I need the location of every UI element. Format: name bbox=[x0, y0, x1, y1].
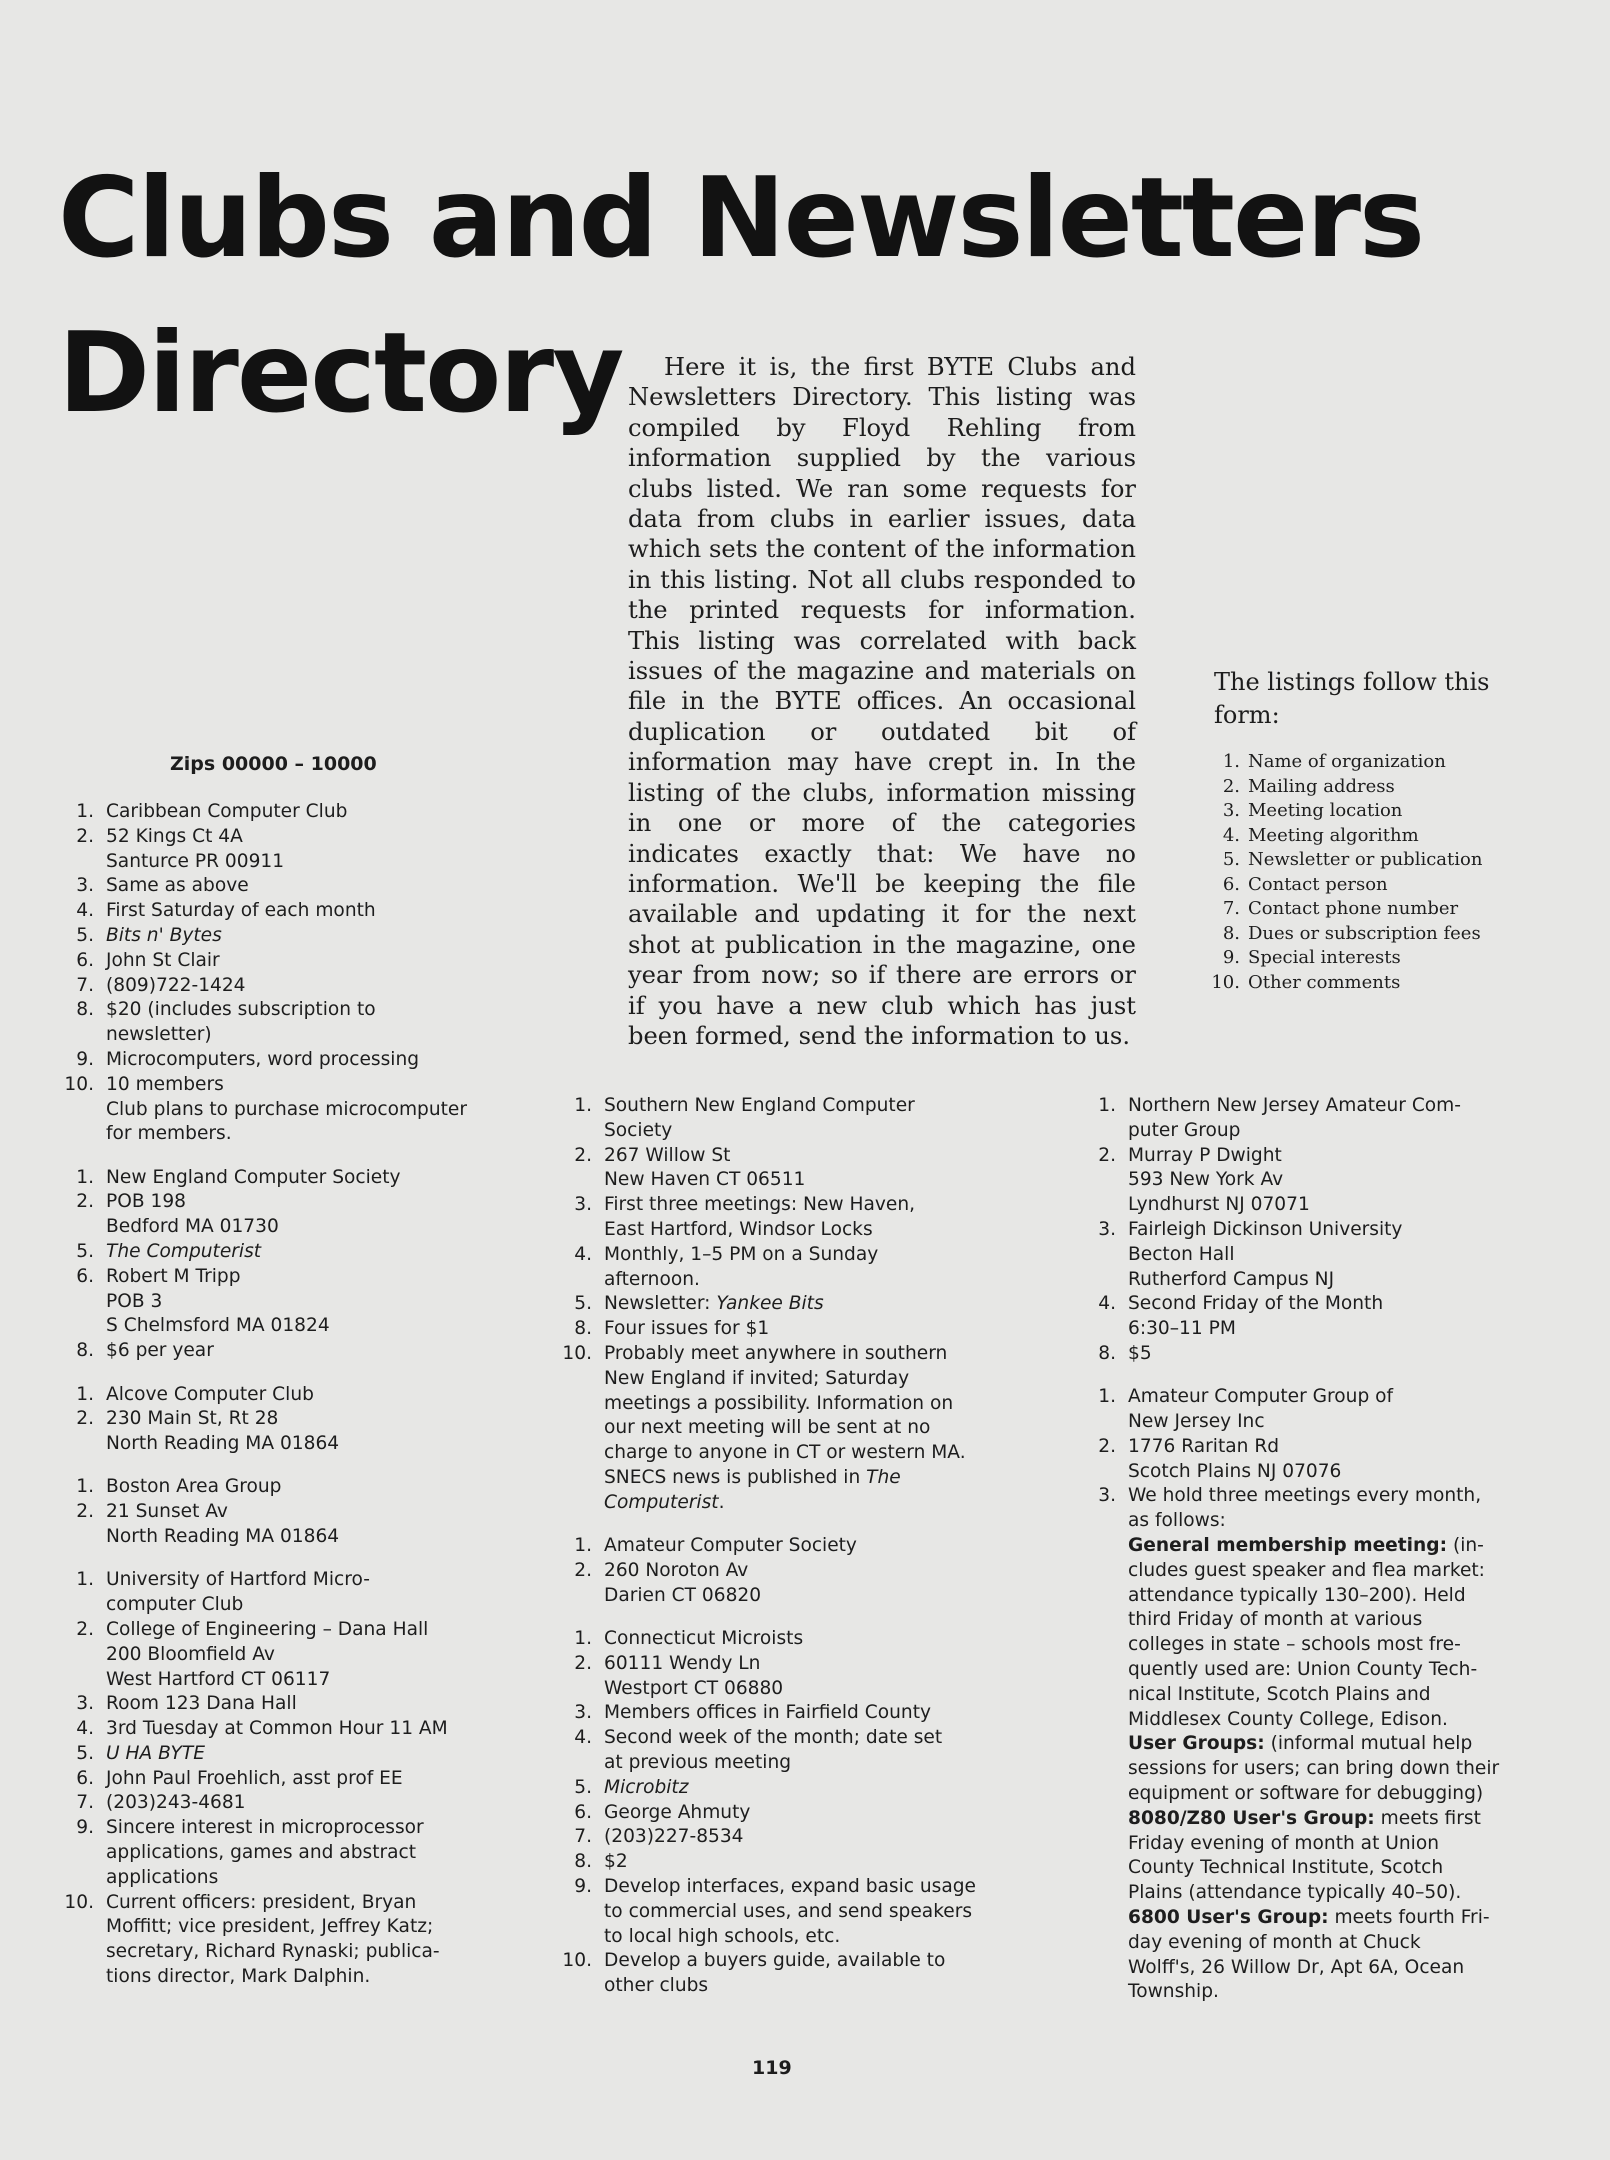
field-text: Caribbean Computer Club bbox=[106, 801, 348, 822]
club-field bbox=[40, 1742, 510, 1767]
field-number: 4. bbox=[574, 1727, 592, 1749]
field-text: Monthly, 1–5 PM on a Sunday afternoon. bbox=[604, 1243, 879, 1290]
form-item-label: Contact phone number bbox=[1248, 898, 1459, 919]
field-text: Northern New Jersey Amateur Com- puter Group bbox=[1128, 1095, 1462, 1141]
club-entry bbox=[1060, 1094, 1520, 1367]
form-item-number: 10. bbox=[1211, 971, 1240, 993]
field-text-part: Probably meet anywhere in southern New England if invited; Saturday meetings a possibility. Information on our next meeting will be sent at no charge to anyone in CT or western MA. SNECS news is published in bbox=[604, 1342, 966, 1488]
field-text: Amateur Computer Society bbox=[604, 1535, 857, 1557]
club-field bbox=[40, 1240, 510, 1265]
club-field bbox=[40, 998, 510, 1048]
club-field bbox=[538, 1317, 1018, 1342]
club-field bbox=[40, 1816, 510, 1890]
field-text: $5 bbox=[1128, 1342, 1152, 1364]
club-field bbox=[538, 1534, 1018, 1559]
form-item bbox=[1190, 971, 1520, 996]
field-number: 2. bbox=[76, 1618, 94, 1640]
club-entry bbox=[538, 1627, 1018, 1999]
field-text bbox=[604, 1292, 1018, 1317]
field-number: 8. bbox=[1098, 1342, 1116, 1364]
club-field bbox=[1060, 1292, 1520, 1342]
form-item-number: 7. bbox=[1222, 898, 1240, 919]
field-text: Second week of the month; date set at previous meeting bbox=[604, 1727, 943, 1773]
club-field bbox=[40, 1618, 510, 1692]
field-number: 3. bbox=[1098, 1485, 1116, 1507]
field-text: Bits n' Bytes bbox=[106, 924, 222, 946]
club-entry bbox=[40, 1383, 510, 1457]
form-item-label: Newsletter or publication bbox=[1248, 849, 1483, 870]
form-item-number: 6. bbox=[1222, 873, 1240, 895]
field-number: 10. bbox=[562, 1342, 592, 1364]
field-number: 8. bbox=[574, 1851, 592, 1873]
field-number: 1. bbox=[76, 1166, 94, 1188]
club-field bbox=[1060, 1484, 1520, 2005]
form-item bbox=[1190, 775, 1520, 800]
club-field bbox=[538, 1094, 1018, 1144]
club-field bbox=[538, 1875, 1018, 1949]
field-number: 8. bbox=[76, 1340, 94, 1362]
field-number: 10. bbox=[64, 1073, 94, 1095]
listing-column-3 bbox=[1060, 1094, 1520, 2024]
field-number: 1. bbox=[76, 1569, 94, 1591]
field-text: 260 Noroton Av Darien CT 06820 bbox=[604, 1559, 762, 1606]
club-field bbox=[538, 1342, 1018, 1516]
field-text: Southern New England Computer Society bbox=[604, 1095, 915, 1141]
club-field bbox=[40, 949, 510, 974]
field-text: Fairleigh Dickinson University Becton Hall Rutherford Campus NJ bbox=[1128, 1218, 1403, 1290]
form-item bbox=[1190, 799, 1520, 824]
form-item-number: 9. bbox=[1222, 947, 1240, 968]
field-number: 3. bbox=[574, 1702, 592, 1724]
field-text-part: Newsletter: bbox=[604, 1293, 717, 1315]
field-number: 6. bbox=[76, 949, 94, 971]
club-field bbox=[538, 1701, 1018, 1726]
club-field bbox=[40, 1891, 510, 1990]
field-text-part: The Computerist bbox=[604, 1466, 901, 1513]
field-number: 1. bbox=[574, 1095, 592, 1116]
field-text: Second Friday of the Month 6:30–11 PM bbox=[1128, 1293, 1384, 1340]
field-number: 7. bbox=[76, 1792, 94, 1814]
field-text-part: 6800 User's Group: bbox=[1128, 1907, 1329, 1928]
field-number: 1. bbox=[1098, 1095, 1116, 1116]
field-number: 5. bbox=[76, 924, 94, 946]
field-number: 4. bbox=[1098, 1293, 1116, 1315]
club-field bbox=[40, 1692, 510, 1717]
club-field bbox=[40, 924, 510, 949]
field-text-part: User Groups: bbox=[1128, 1733, 1265, 1755]
field-text: College of Engineering – Dana Hall 200 Bloomfield Av West Hartford CT 06117 bbox=[106, 1618, 429, 1690]
field-number: 3. bbox=[1098, 1218, 1116, 1240]
field-text: Microcomputers, word processing bbox=[106, 1048, 420, 1070]
form-item bbox=[1190, 750, 1520, 775]
field-text: 1776 Raritan Rd Scotch Plains NJ 07076 bbox=[1128, 1435, 1342, 1482]
club-field bbox=[538, 1652, 1018, 1702]
listing-column-2 bbox=[538, 1094, 1018, 2017]
form-list bbox=[1190, 750, 1520, 995]
field-number: 10. bbox=[64, 1891, 94, 1913]
page-title-line-2: Directory bbox=[58, 309, 623, 438]
field-text-part: meets first Friday evening of month at Union County Technical Institute, Scotch Plains (attendance typically 40–50). bbox=[1128, 1807, 1481, 1904]
form-item-number: 3. bbox=[1222, 800, 1240, 821]
field-number: 1. bbox=[76, 1383, 94, 1405]
field-text-part: We hold three meetings every month, as follows: bbox=[1128, 1485, 1482, 1532]
field-text: 230 Main St, Rt 28 North Reading MA 01864 bbox=[106, 1408, 340, 1455]
form-item-label: Special interests bbox=[1248, 947, 1401, 968]
club-entry bbox=[538, 1094, 1018, 1516]
field-number: 2. bbox=[574, 1652, 592, 1674]
club-field bbox=[1060, 1342, 1520, 1367]
field-text: Murray P Dwight 593 New York Av Lyndhurst NJ 07071 bbox=[1128, 1144, 1310, 1216]
field-number: 10. bbox=[562, 1950, 592, 1972]
field-number: 1. bbox=[574, 1535, 592, 1557]
field-number: 4. bbox=[76, 1718, 94, 1740]
field-text: New England Computer Society bbox=[106, 1166, 401, 1188]
form-item-number: 2. bbox=[1222, 775, 1240, 797]
club-field bbox=[1060, 1218, 1520, 1292]
club-field bbox=[40, 1500, 510, 1550]
field-text-part: General membership meeting: bbox=[1128, 1535, 1448, 1557]
field-number: 3. bbox=[76, 1693, 94, 1715]
form-heading: The listings follow this form: bbox=[1214, 668, 1490, 729]
field-text: POB 198 Bedford MA 01730 bbox=[106, 1191, 279, 1238]
club-field bbox=[538, 1243, 1018, 1293]
listing-column-1 bbox=[40, 800, 510, 2008]
form-item-label: Contact person bbox=[1248, 873, 1388, 895]
field-text: (809)722-1424 bbox=[106, 974, 246, 996]
club-field bbox=[538, 1850, 1018, 1875]
field-number: 1. bbox=[574, 1627, 592, 1649]
field-text: 3rd Tuesday at Common Hour 11 AM bbox=[106, 1718, 448, 1740]
club-field bbox=[40, 1048, 510, 1073]
field-number: 7. bbox=[76, 974, 94, 996]
form-item bbox=[1190, 848, 1520, 873]
field-text: The Computerist bbox=[106, 1241, 262, 1263]
field-number: 9. bbox=[76, 1817, 94, 1839]
field-text-part: 8080/Z80 User's Group: bbox=[1128, 1807, 1375, 1829]
field-number: 2. bbox=[76, 1501, 94, 1523]
field-text: Sincere interest in microprocessor applications, games and abstract applications bbox=[106, 1817, 424, 1888]
field-text: (203)227-8534 bbox=[604, 1826, 744, 1848]
form-item-number: 8. bbox=[1222, 922, 1240, 944]
field-number: 4. bbox=[76, 900, 94, 922]
page-number: 119 bbox=[752, 2057, 792, 2079]
form-item-label: Mailing address bbox=[1248, 775, 1395, 797]
club-field bbox=[538, 1776, 1018, 1801]
field-text: Microbitz bbox=[604, 1776, 689, 1798]
form-item bbox=[1190, 922, 1520, 947]
page-title: Clubs and Newsletters bbox=[58, 154, 1424, 283]
field-text: John St Clair bbox=[106, 949, 220, 971]
field-text: George Ahmuty bbox=[604, 1801, 751, 1823]
club-field bbox=[40, 1475, 510, 1500]
field-number: 2. bbox=[574, 1144, 592, 1166]
club-field bbox=[1060, 1094, 1520, 1144]
field-text-part: (informal mutual help sessions for users; can bring down their equipment or software for debugging) bbox=[1128, 1733, 1500, 1805]
field-number: 3. bbox=[574, 1194, 592, 1216]
club-field bbox=[40, 825, 510, 875]
field-number: 1. bbox=[1098, 1386, 1116, 1408]
club-field bbox=[40, 1383, 510, 1408]
club-field bbox=[538, 1627, 1018, 1652]
club-entry bbox=[40, 1166, 510, 1364]
field-text: Develop interfaces, expand basic usage to commercial uses, and send speakers to local high schools, etc. bbox=[604, 1875, 976, 1947]
field-text: Room 123 Dana Hall bbox=[106, 1693, 297, 1715]
field-number: 7. bbox=[574, 1826, 592, 1848]
club-field bbox=[40, 1166, 510, 1191]
field-text bbox=[1128, 1484, 1520, 2005]
field-text: Robert M Tripp POB 3 S Chelmsford MA 01824 bbox=[106, 1265, 330, 1337]
field-number: 9. bbox=[76, 1048, 94, 1070]
field-text: First three meetings: New Haven, East Hartford, Windsor Locks bbox=[604, 1194, 916, 1240]
club-field bbox=[538, 1949, 1018, 1999]
club-field bbox=[538, 1144, 1018, 1194]
club-field bbox=[40, 974, 510, 999]
field-text: 21 Sunset Av North Reading MA 01864 bbox=[106, 1501, 340, 1548]
field-text: Alcove Computer Club bbox=[106, 1383, 314, 1405]
intro-paragraph: Here it is, the first BYTE Clubs and Newsletters Directory. This listing was compiled by Floyd Rehling from information supplied by the various clubs listed. We ran some requests for data from clubs in earlier issues, data which sets the content of the information in this listing. Not all clubs responded to the printed requests for information. This listing was correlated with back issues of the magazine and materials on file in the BYTE offices. An occasional duplication or outdated bit of information may have crept in. In the listing of the clubs, information missing in one or more of the categories indicates exactly that: We have no information. We'll be keeping the file available and updating it for the next shot at publication in the magazine, one year from now; so if there are errors or if you have a new club which has just been formed, send the information to us. bbox=[628, 353, 1136, 1050]
field-text: University of Hartford Micro- computer Club bbox=[106, 1569, 370, 1616]
zips-heading: Zips 00000 – 10000 bbox=[170, 753, 377, 775]
field-text: 10 members Club plans to purchase microcomputer for members. bbox=[106, 1073, 468, 1145]
field-text: Boston Area Group bbox=[106, 1476, 282, 1498]
field-number: 1. bbox=[76, 1476, 94, 1498]
club-field bbox=[40, 1265, 510, 1339]
club-field bbox=[40, 1717, 510, 1742]
field-text: 52 Kings Ct 4A Santurce PR 00911 bbox=[106, 825, 285, 872]
field-number: 6. bbox=[76, 1265, 94, 1287]
form-item bbox=[1190, 946, 1520, 971]
field-text: First Saturday of each month bbox=[106, 900, 376, 922]
field-number: 2. bbox=[76, 825, 94, 847]
field-text: $6 per year bbox=[106, 1340, 214, 1362]
field-number: 8. bbox=[76, 999, 94, 1021]
field-text: $20 (includes subscription to newsletter) bbox=[106, 999, 376, 1046]
club-field bbox=[40, 899, 510, 924]
field-text: U HA BYTE bbox=[106, 1742, 206, 1764]
field-text: John Paul Froehlich, asst prof EE bbox=[106, 1767, 403, 1789]
club-field bbox=[538, 1193, 1018, 1243]
field-text: 267 Willow St New Haven CT 06511 bbox=[604, 1144, 806, 1191]
field-text: Amateur Computer Group of New Jersey Inc bbox=[1128, 1386, 1394, 1433]
form-item-label: Other comments bbox=[1248, 971, 1401, 993]
field-text: Develop a buyers guide, available to other clubs bbox=[604, 1950, 946, 1997]
club-field bbox=[1060, 1435, 1520, 1485]
club-field bbox=[40, 874, 510, 899]
form-item-number: 5. bbox=[1222, 849, 1240, 870]
club-field bbox=[538, 1726, 1018, 1776]
form-item-number: 4. bbox=[1222, 824, 1240, 846]
field-number: 2. bbox=[1098, 1144, 1116, 1166]
field-text-part: (in- cludes guest speaker and flea market: attendance typically 130–200). Held third Friday of month at various colleges in state – schools most fre- quently used are: Union County Tech- nical Institute, Scotch Plains and Middlesex County College, Edison. bbox=[1128, 1535, 1485, 1730]
club-field bbox=[40, 1190, 510, 1240]
field-text: Connecticut Microists bbox=[604, 1627, 804, 1649]
form-item-label: Name of organization bbox=[1248, 751, 1446, 772]
field-text-part: Yankee Bits bbox=[716, 1293, 824, 1315]
club-field bbox=[538, 1801, 1018, 1826]
field-number: 1. bbox=[76, 801, 94, 822]
club-entry bbox=[40, 800, 510, 1147]
field-text-part: . bbox=[718, 1491, 725, 1513]
club-field bbox=[40, 1791, 510, 1816]
field-text: Current officers: president, Bryan Moffitt; vice president, Jeffrey Katz; secretary, Richard Rynaski; publica- tions director, Mark Dalphin. bbox=[106, 1891, 440, 1988]
field-number: 2. bbox=[76, 1408, 94, 1430]
field-text: $2 bbox=[604, 1851, 628, 1873]
field-number: 2. bbox=[1098, 1435, 1116, 1457]
club-field bbox=[40, 1407, 510, 1457]
field-text: Four issues for $1 bbox=[604, 1318, 770, 1340]
field-text-part: meets fourth Fri- day evening of month at Chuck Wolff's, 26 Willow Dr, Apt 6A, Ocean Township. bbox=[1128, 1907, 1490, 2003]
field-text: Members offices in Fairfield County bbox=[604, 1702, 931, 1724]
club-field bbox=[40, 1767, 510, 1792]
form-item-number: 1. bbox=[1222, 751, 1240, 772]
form-item-label: Meeting location bbox=[1248, 800, 1403, 821]
form-item bbox=[1190, 873, 1520, 898]
form-item-label: Dues or subscription fees bbox=[1248, 922, 1481, 944]
field-text bbox=[604, 1342, 1018, 1516]
field-number: 5. bbox=[574, 1293, 592, 1315]
field-number: 5. bbox=[76, 1742, 94, 1764]
field-number: 2. bbox=[76, 1191, 94, 1213]
club-entry bbox=[1060, 1385, 1520, 2005]
field-number: 6. bbox=[574, 1801, 592, 1823]
field-number: 5. bbox=[76, 1241, 94, 1263]
field-text: (203)243-4681 bbox=[106, 1792, 246, 1814]
club-field bbox=[40, 800, 510, 825]
field-text: 60111 Wendy Ln Westport CT 06880 bbox=[604, 1652, 784, 1699]
field-number: 6. bbox=[76, 1767, 94, 1789]
form-item bbox=[1190, 897, 1520, 922]
form-item-label: Meeting algorithm bbox=[1248, 824, 1419, 846]
club-field bbox=[40, 1073, 510, 1147]
club-entry bbox=[538, 1534, 1018, 1608]
field-number: 2. bbox=[574, 1559, 592, 1581]
form-item bbox=[1190, 824, 1520, 849]
field-number: 3. bbox=[76, 875, 94, 897]
field-number: 9. bbox=[574, 1875, 592, 1897]
club-entry bbox=[40, 1568, 510, 1990]
club-field bbox=[538, 1559, 1018, 1609]
club-entry bbox=[40, 1475, 510, 1549]
field-number: 4. bbox=[574, 1243, 592, 1265]
field-number: 8. bbox=[574, 1318, 592, 1340]
club-field bbox=[40, 1339, 510, 1364]
field-text: Same as above bbox=[106, 875, 249, 897]
club-field bbox=[40, 1568, 510, 1618]
club-field bbox=[538, 1292, 1018, 1317]
field-number: 5. bbox=[574, 1776, 592, 1798]
club-field bbox=[1060, 1144, 1520, 1218]
club-field bbox=[1060, 1385, 1520, 1435]
club-field bbox=[538, 1825, 1018, 1850]
